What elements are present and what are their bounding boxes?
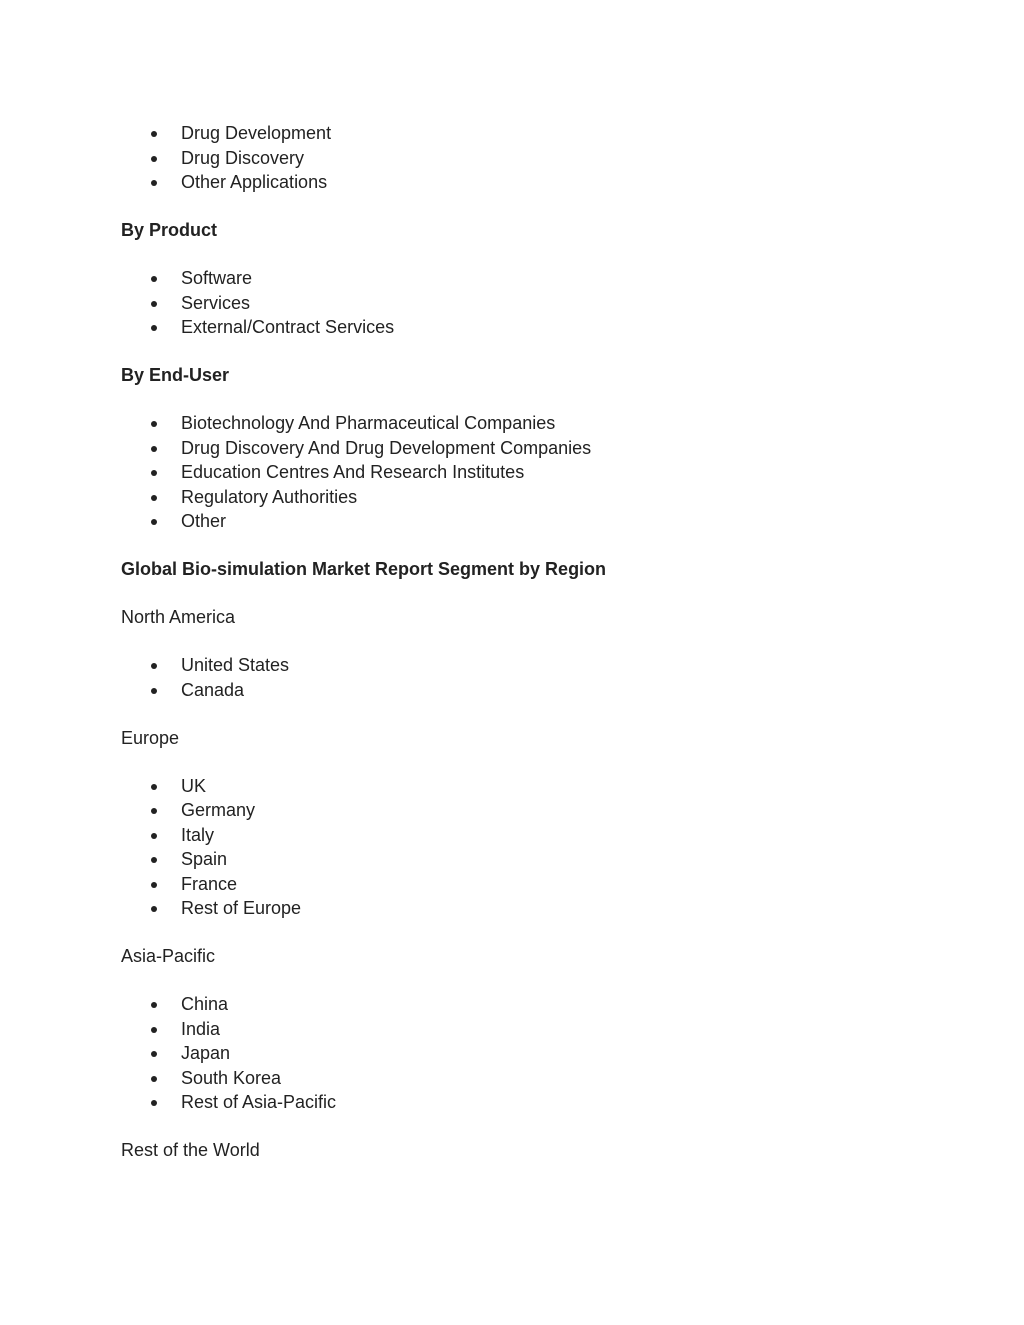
list-item: China <box>121 992 921 1017</box>
list-item: Drug Discovery And Drug Development Companies <box>121 436 921 461</box>
section-heading-region: Global Bio-simulation Market Report Segment by Region <box>121 559 607 579</box>
list-item: United States <box>121 653 921 678</box>
list-item: Other <box>121 509 921 534</box>
europe-list <box>121 774 921 921</box>
list-item: Italy <box>121 823 921 848</box>
section-heading-by-end-user: By End-User <box>121 365 230 385</box>
list-item: Drug Discovery <box>121 146 921 171</box>
list-item: Germany <box>121 798 921 823</box>
list-item: India <box>121 1017 921 1042</box>
region-label-europe: Europe <box>121 727 180 748</box>
list-item: France <box>121 872 921 897</box>
section-heading-by-product: By Product <box>121 220 218 240</box>
list-item: UK <box>121 774 921 799</box>
list-item: External/Contract Services <box>121 315 921 340</box>
list-item: Rest of Europe <box>121 896 921 921</box>
list-item: Rest of Asia-Pacific <box>121 1090 921 1115</box>
product-list <box>121 266 921 340</box>
applications-list <box>121 121 921 195</box>
list-item: Drug Development <box>121 121 921 146</box>
region-label-rest-of-world: Rest of the World <box>121 1140 260 1160</box>
asia-pacific-list <box>121 992 921 1115</box>
list-item: Japan <box>121 1041 921 1066</box>
list-item: Education Centres And Research Institutes <box>121 460 921 485</box>
list-item: South Korea <box>121 1066 921 1091</box>
list-item: Biotechnology And Pharmaceutical Companies <box>121 411 921 436</box>
list-item: Software <box>121 266 921 291</box>
list-item: Regulatory Authorities <box>121 485 921 510</box>
region-label-north-america: North America <box>121 607 236 627</box>
list-item: Other Applications <box>121 170 921 195</box>
list-item: Canada <box>121 678 921 703</box>
list-item: Services <box>121 291 921 316</box>
region-label-asia-pacific: Asia-Pacific <box>121 946 216 966</box>
end-user-list <box>121 411 921 534</box>
north-america-list <box>121 653 921 702</box>
list-item: Spain <box>121 847 921 872</box>
document-page <box>121 121 921 1163</box>
